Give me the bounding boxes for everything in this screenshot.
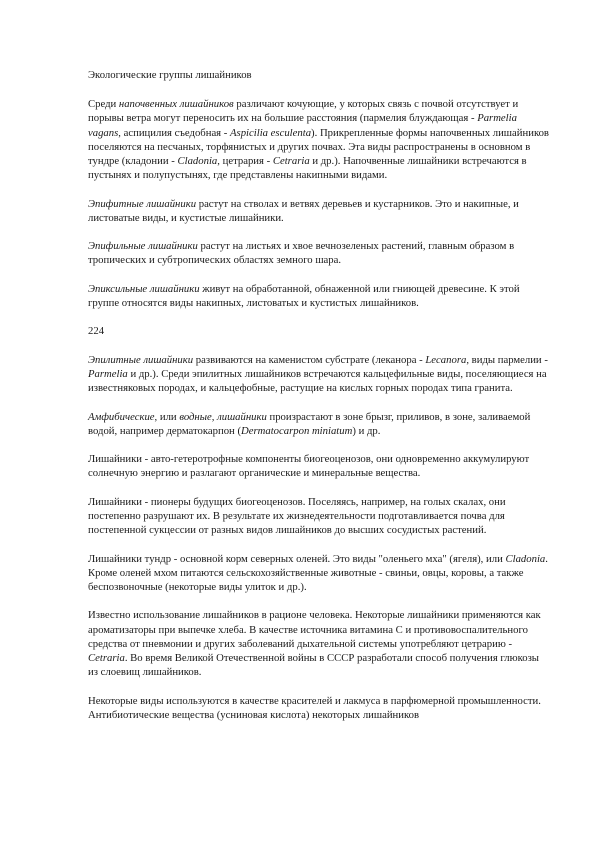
document-body	[88, 97, 550, 722]
text-run: развиваются на каменистом субстрате (леканора -	[193, 353, 426, 366]
italic-text-run: Cladonia	[177, 155, 218, 168]
text-run: и др.). Напочвенные лишайники встречаются в пустынях и полупустынях, где представлены накипными видами.	[88, 155, 527, 182]
text-run: ). Прикрепленные формы напочвенных лишайников поселяются на песчаных, торфянистых и других почвах. Эта виды распространены в основном в тундре (кладонии -	[88, 126, 549, 168]
paragraph	[88, 495, 550, 538]
italic-text-run: Lecanora	[425, 353, 467, 366]
paragraph	[88, 282, 550, 310]
document-title: Экологические группы лишайников	[88, 69, 252, 81]
italic-text-run: Амфибические	[88, 410, 155, 423]
text-run: . Кроме оленей мхом питаются сельскохозяйственные животные - свиньи, овцы, коровы, а также беспозвоночные (некоторые виды улиток и др.).	[88, 552, 548, 593]
text-run: , виды пармелии -	[466, 353, 548, 366]
italic-text-run: Parmelia	[88, 367, 128, 380]
document-page	[88, 68, 550, 736]
paragraph	[88, 694, 550, 722]
paragraph	[88, 197, 550, 225]
italic-text-run: Эпилитные лишайники	[88, 353, 194, 366]
text-run: 224	[88, 325, 105, 338]
paragraph	[88, 97, 550, 182]
text-run: растут на листьях и хвое вечнозеленых растений, главным образом в тропических и субтропических областях земного шара.	[88, 240, 515, 267]
italic-text-run: водные, лишайники	[179, 410, 267, 423]
paragraph	[88, 410, 550, 438]
paragraph	[88, 353, 550, 396]
text-run: . Во время Великой Отечественной войны в СССР разработали способ получения глюкозы из слоевищ лишайников.	[88, 651, 539, 679]
italic-text-run: Dermatocarpon miniatum	[241, 424, 353, 437]
text-run: , цетрария -	[217, 155, 273, 168]
italic-text-run: Cladonia	[505, 552, 546, 565]
text-run: Лишайники тундр - основной корм северных оленей. Это виды "оленьего мха" (ягеля), или	[88, 552, 506, 565]
text-run: Лишайники - авто-гетеротрофные компоненты биогеоценозов, они одновременно аккумулируют солнечную энергию и разлагают органические и минеральные вещества.	[88, 453, 530, 480]
italic-text-run: Cetraria	[272, 155, 310, 168]
text-run: , или	[154, 410, 180, 423]
paragraph	[88, 239, 550, 267]
paragraph	[88, 452, 550, 480]
italic-text-run: Эпифитные лишайники	[88, 197, 197, 210]
italic-text-run: Parmelia vagans	[88, 112, 517, 139]
italic-text-run: Cetraria	[88, 651, 125, 664]
text-run: Некоторые виды используются в качестве красителей и лакмуса в парфюмерной промышленности. Антибиотические вещества (усниновая кислота) некоторых лишайников	[88, 694, 541, 721]
text-run: , аспицилия съедобная -	[118, 126, 231, 139]
text-run: Среди	[88, 98, 119, 111]
text-run: растут на стволах и ветвях деревьев и кустарников. Это и накипные, и листоватые виды, и кустистые лишайники.	[88, 197, 519, 224]
paragraph	[88, 608, 550, 679]
text-run: ) и др.	[352, 424, 381, 437]
paragraph	[88, 324, 550, 338]
italic-text-run: напочвенных лишайников	[118, 98, 234, 111]
italic-text-run: Эпиксильные лишайники	[88, 282, 200, 295]
text-run: Лишайники - пионеры будущих биогеоценозов. Поселяясь, например, на голых скалах, они постепенно разрушают их. В результате их жизнедеятельности подготавливается почва для постепенной сукцессии от разных видов лишайников до высших сосудистых растений.	[88, 495, 506, 537]
italic-text-run: Эпифильные лишайники	[88, 240, 198, 253]
paragraph	[88, 552, 550, 595]
italic-text-run: Aspicilia esculenta	[230, 126, 312, 139]
text-run: произрастают в зоне брызг, приливов, в зоне, заливаемой водой, например дерматокарпон (	[88, 410, 531, 437]
text-run: Известно использование лишайников в рационе человека. Некоторые лишайники применяются как ароматизаторы при выпечке хлеба. В качестве источника витамина С и противовоспалительного средства от пневмонии и других заболеваний дыхательной системы употребляют цетрарию -	[88, 609, 541, 650]
text-run: различают кочующие, у которых связь с почвой отсутствует и порывы ветра могут переносить их на большие расстояния (пармелия блуждающая -	[88, 98, 519, 125]
text-run: живут на обработанной, обнаженной или гниющей древесине. К этой группе относятся виды накипных, листоватых и кустистых лишайников.	[88, 282, 520, 309]
text-run: и др.). Среди эпилитных лишайников встречаются кальцефильные виды, поселяющиеся на известняковых породах, и кальцефобные, растущие на кислых горных породах типа гранита.	[88, 367, 547, 395]
